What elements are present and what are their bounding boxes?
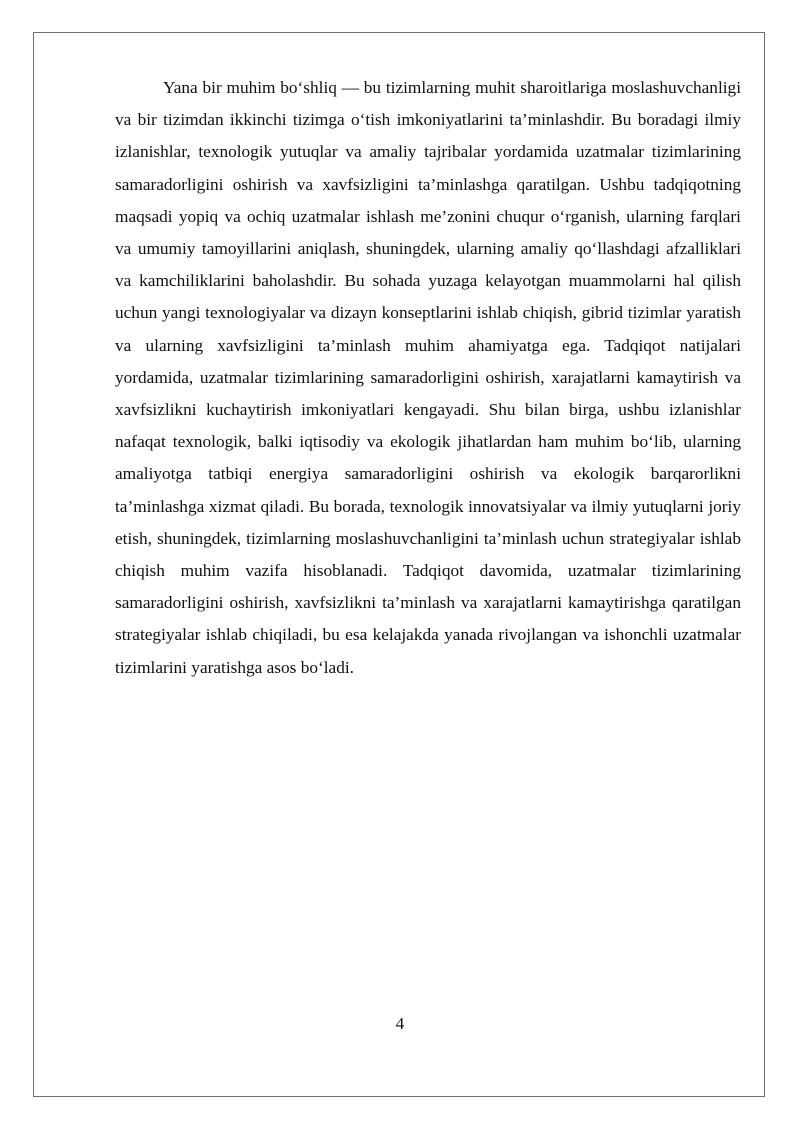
page-number: 4 [395, 1014, 405, 1033]
body-paragraph: Yana bir muhim bo‘shliq — bu tizimlarning muhit sharoitlariga moslashuvchanligi va bir tizimdan ikkinchi tizimga o‘tish imkoniyatlarini ta’minlashdir. Bu boradagi ilmiy izlanishlar, texnologik yutuqlar va amaliy tajribalar yordamida uzatmalar tizimlarining samaradorligini oshirish va xavfsizligini ta’minlashga qaratilgan. Ushbu tadqiqotning maqsadi yopiq va ochiq uzatmalar ishlash me’zonini chuqur o‘rganish, ularning farqlari va umumiy tamoyillarini aniqlash, shuningdek, ularning amaliy qo‘llashdagi afzalliklari va kamchiliklarini baholashdir. Bu sohada yuzaga kelayotgan muammolarni hal qilish uchun yangi texnologiyalar va dizayn konseptlarini ishlab chiqish, gibrid tizimlar yaratish va ularning xavfsizligini ta’minlash muhim ahamiyatga ega. Tadqiqot natijalari yordamida, uzatmalar tizimlarining samaradorligini oshirish, xarajatlarni kamaytirish va xavfsizlikni kuchaytirish imkoniyatlari kengayadi. Shu bilan birga, ushbu izlanishlar nafaqat texnologik, balki iqtisodiy va ekologik jihatlardan ham muhim bo‘lib, ularning amaliyotga tatbiqi energiya samaradorligini oshirish va ekologik barqarorlikni ta’minlashga xizmat qiladi. Bu borada, texnologik innovatsiyalar va ilmiy yutuqlarni joriy etish, shuningdek, tizimlarning moslashuvchanligini ta’minlash uchun strategiyalar ishlab chiqish muhim vazifa hisoblanadi. Tadqiqot davomida, uzatmalar tizimlarining samaradorligini oshirish, xavfsizlikni ta’minlash va xarajatlarni kamaytirishga qaratilgan strategiyalar ishlab chiqiladi, bu esa kelajakda yanada rivojlangan va ishonchli uzatmalar tizimlarini yaratishga asos bo‘ladi. [115, 78, 741, 677]
